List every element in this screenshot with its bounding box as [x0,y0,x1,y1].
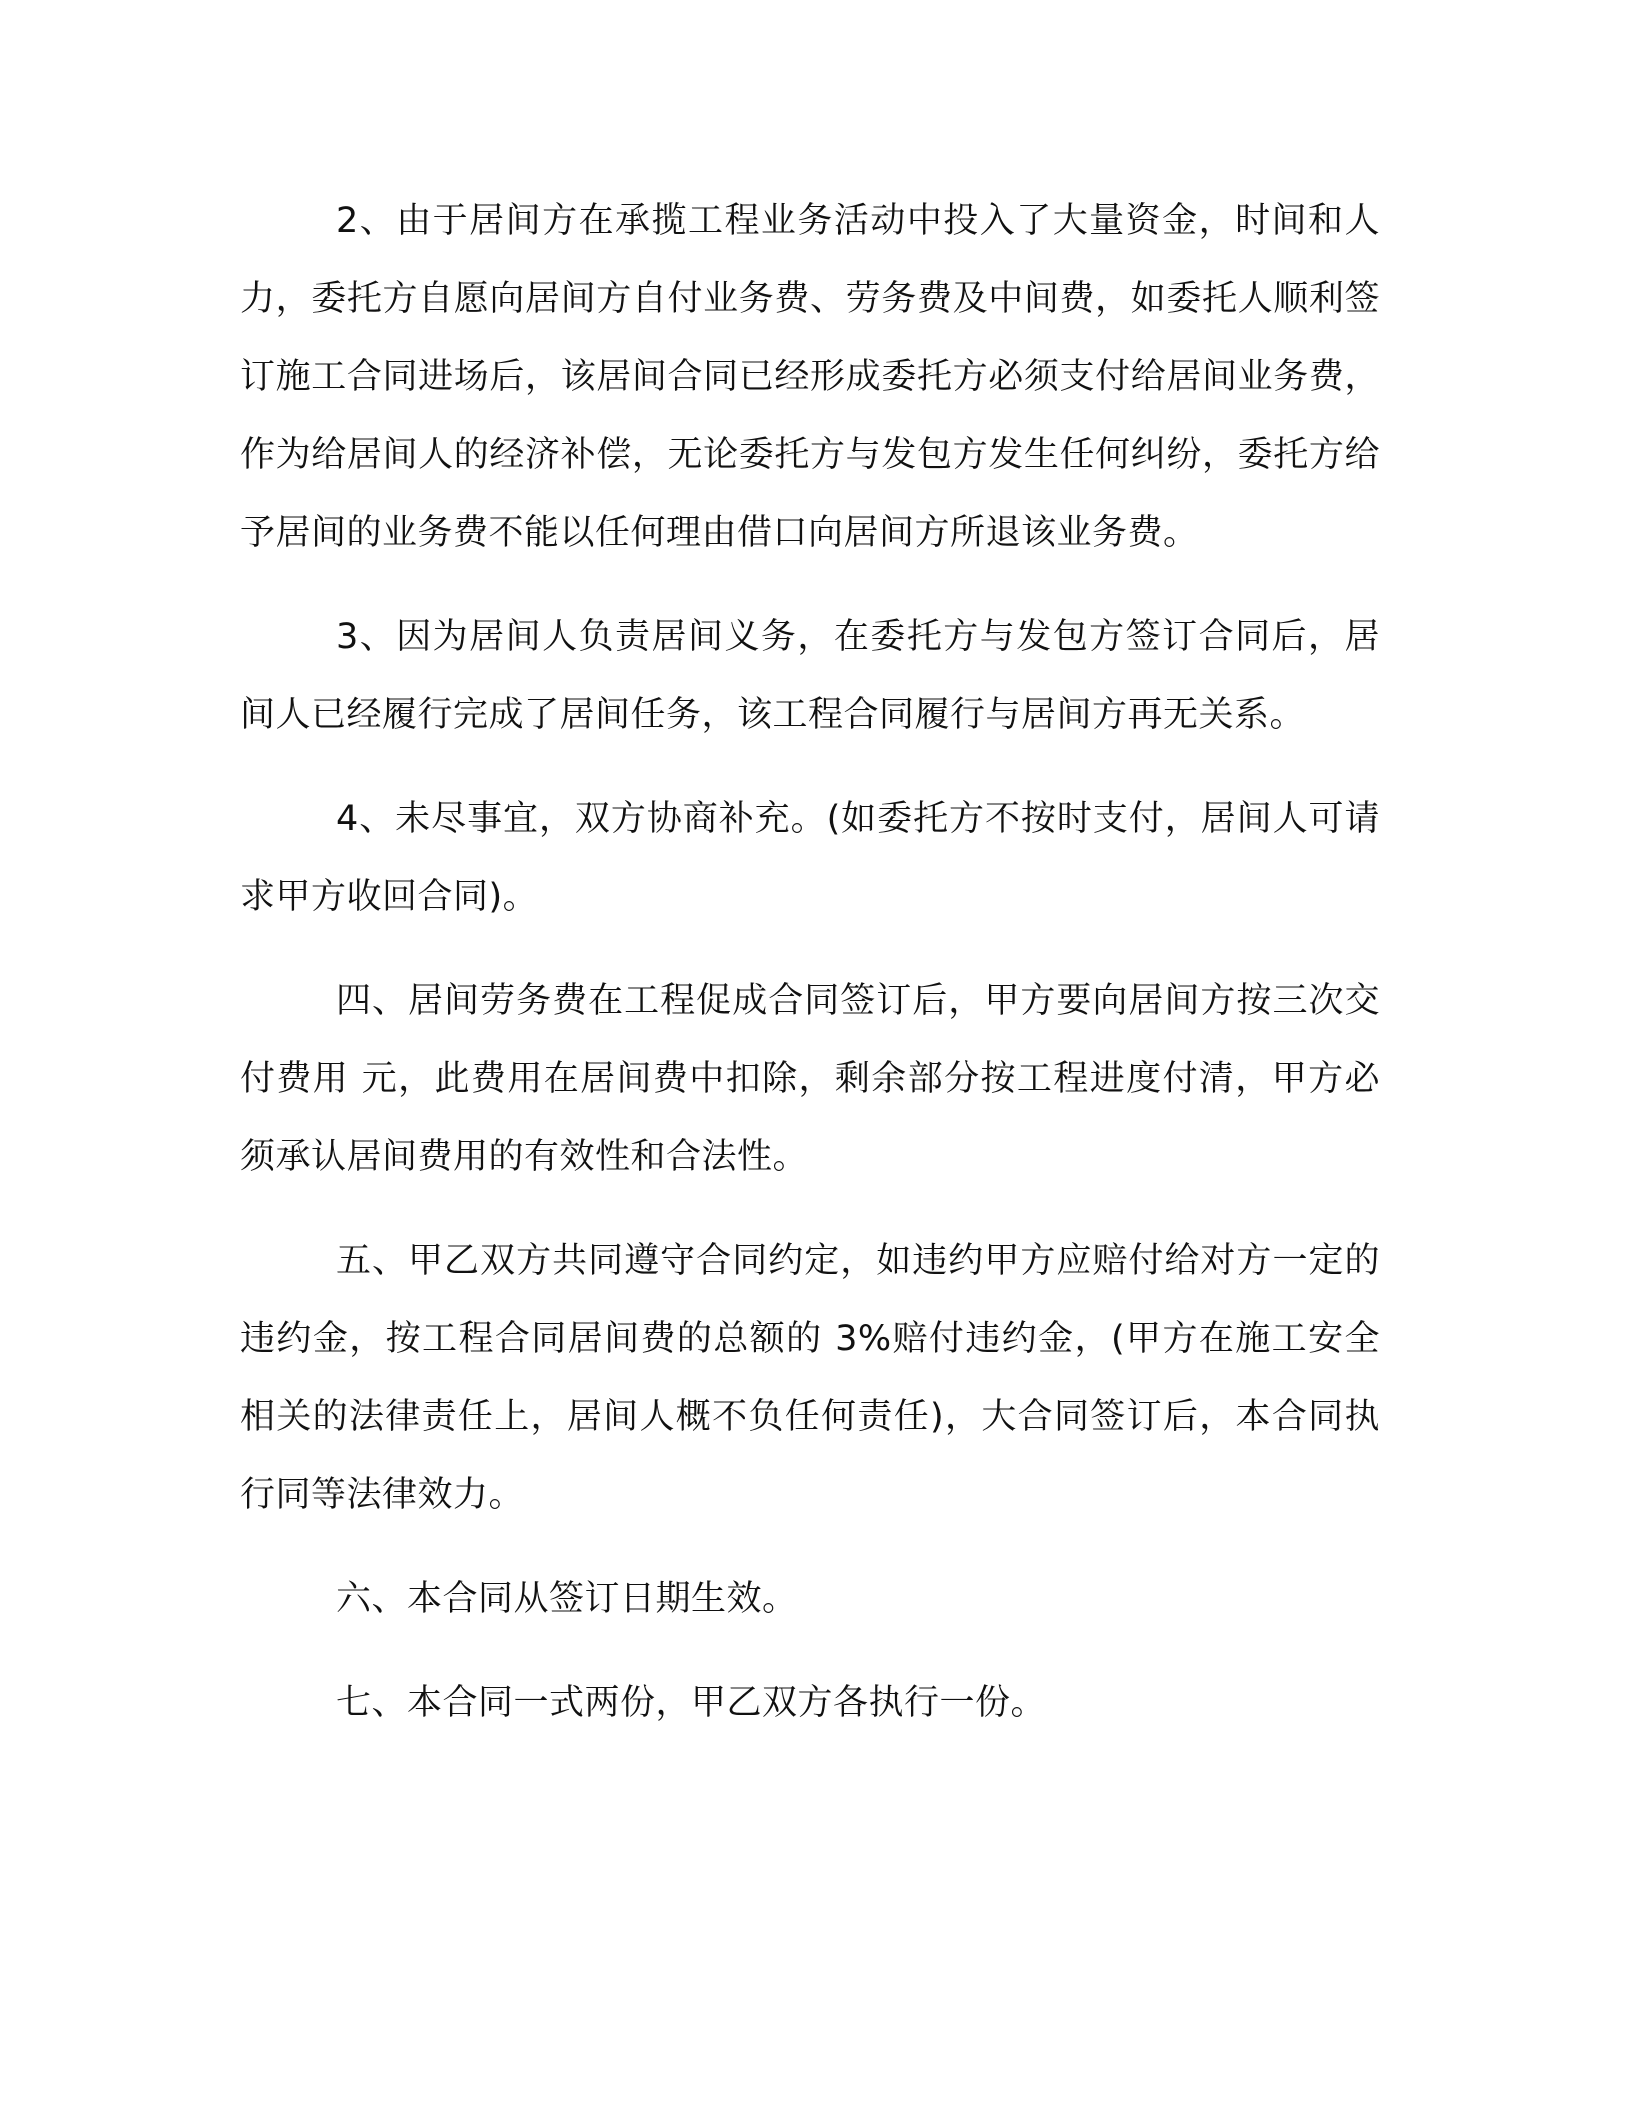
document-body [240,182,1380,1768]
section-seven-copies-paragraph: 七、本合同一式两份，甲乙双方各执行一份。 [336,1683,1047,1723]
section-five-penalty-paragraph: 五、甲乙双方共同遵守合同约定，如违约甲方应赔付给对方一定的违约金，按工程合同居间费的总额的 3%赔付违约金，(甲方在施工安全相关的法律责任上，居间人概不负任何责任)，大合同签订后，本合同执行同等法律效力。 [240,1241,1380,1515]
section-four-fee-paragraph: 四、居间劳务费在工程促成合同签订后，甲方要向居间方按三次交付费用 元，此费用在居间费中扣除，剩余部分按工程进度付清，甲方必须承认居间费用的有效性和合法性。 [240,981,1380,1177]
clause-2-paragraph: 2、由于居间方在承揽工程业务活动中投入了大量资金，时间和人力，委托方自愿向居间方自付业务费、劳务费及中间费，如委托人顺利签订施工合同进场后，该居间合同已经形成委托方必须支付给居间业务费，作为给居间人的经济补偿，无论委托方与发包方发生任何纠纷，委托方给予居间的业务费不能以任何理由借口向居间方所退该业务费。 [240,201,1380,553]
clause-3-paragraph: 3、因为居间人负责居间义务，在委托方与发包方签订合同后，居间人已经履行完成了居间任务，该工程合同履行与居间方再无关系。 [240,617,1380,735]
clause-4-paragraph: 4、未尽事宜，双方协商补充。(如委托方不按时支付，居间人可请求甲方收回合同)。 [240,799,1380,917]
section-six-effective-paragraph: 六、本合同从签订日期生效。 [336,1579,798,1619]
